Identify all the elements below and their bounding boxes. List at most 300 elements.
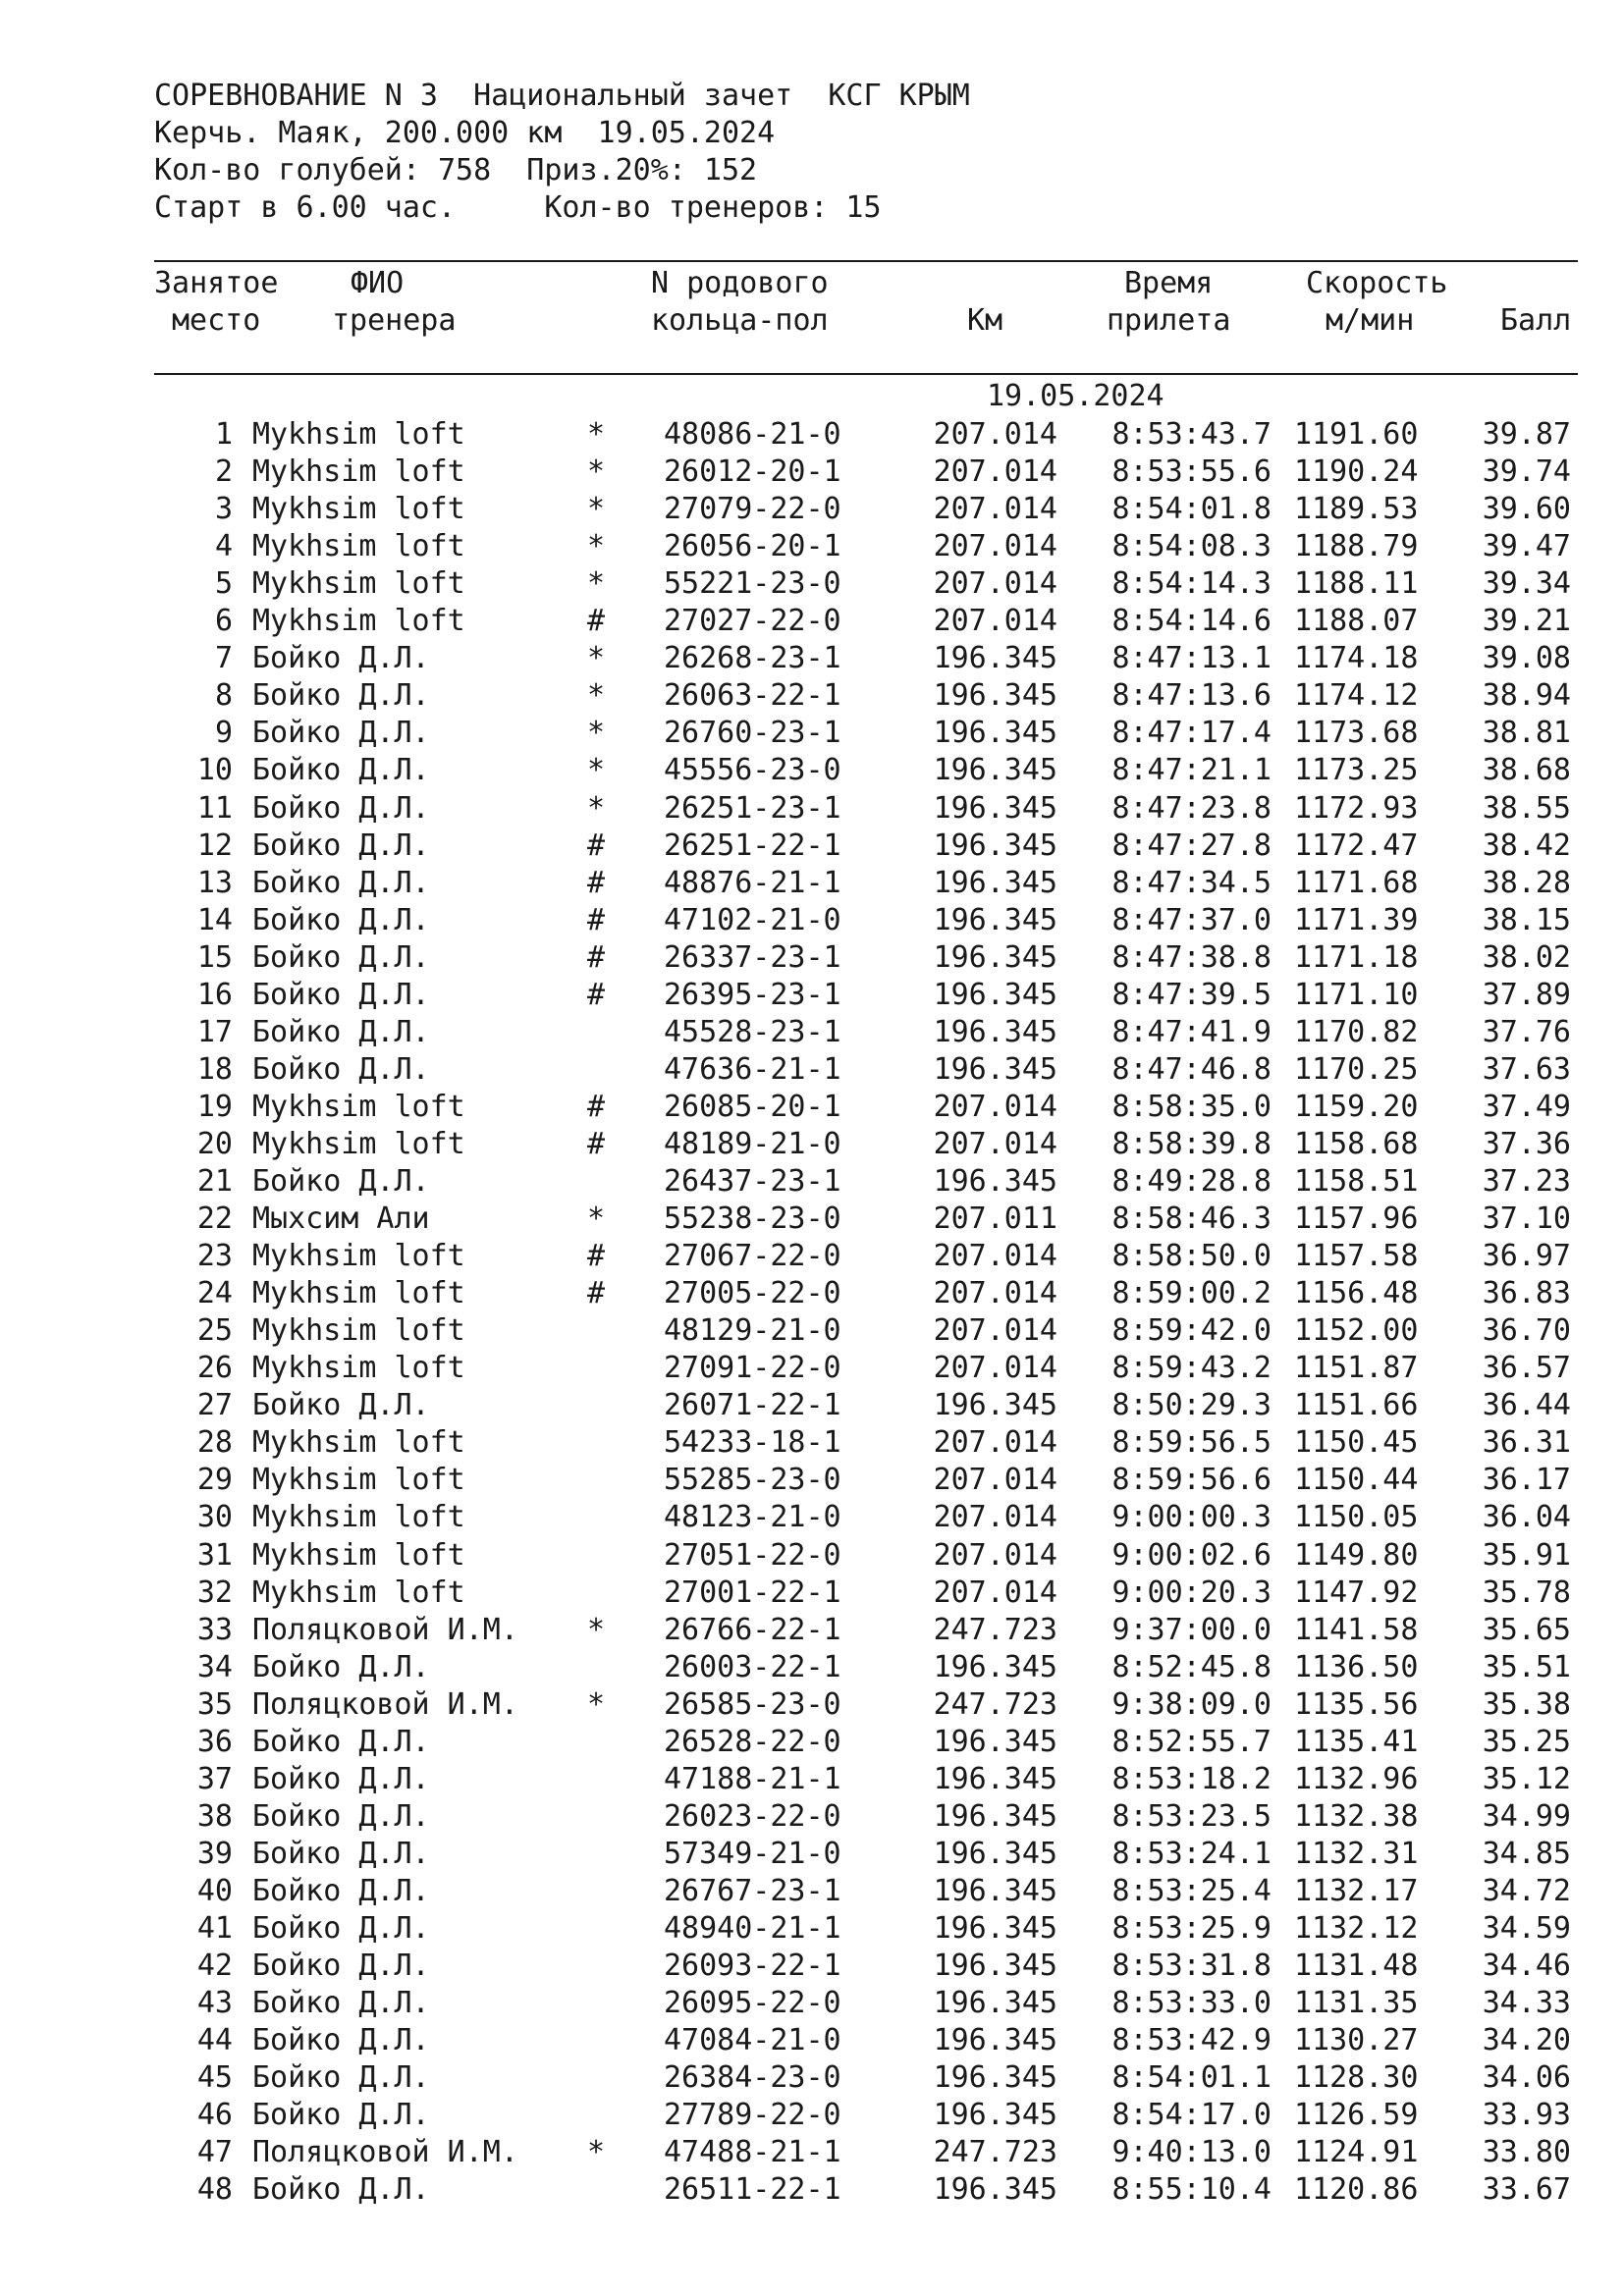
cell-speed: 1150.45: [1294, 1425, 1419, 1461]
cell-name: Бойко Д.Л.: [252, 790, 430, 826]
cell-place: 6: [214, 604, 233, 639]
table-row: [0, 1350, 1624, 1387]
cell-time: 8:58:35.0: [1111, 1089, 1272, 1124]
table-row: [0, 1686, 1624, 1724]
cell-km: 196.345: [933, 716, 1057, 751]
cell-km: 196.345: [933, 1164, 1057, 1199]
cell-speed: 1189.53: [1294, 492, 1419, 527]
col-header-score: Балл: [1500, 303, 1572, 338]
cell-ring: 26095-22-0: [664, 1986, 841, 2021]
cell-speed: 1159.20: [1294, 1089, 1419, 1124]
cell-speed: 1174.18: [1294, 641, 1419, 676]
cell-name: Бойко Д.Л.: [252, 2060, 430, 2096]
cell-time: 8:47:17.4: [1111, 716, 1272, 751]
cell-name: Бойко Д.Л.: [252, 1761, 430, 1796]
cell-speed: 1170.25: [1294, 1051, 1419, 1087]
cell-mark: *: [587, 678, 606, 714]
cell-mark: #: [587, 604, 606, 639]
cell-time: 8:52:45.8: [1111, 1649, 1272, 1684]
cell-time: 8:47:23.8: [1111, 790, 1272, 826]
table-row: [0, 565, 1624, 603]
cell-time: 9:00:02.6: [1111, 1537, 1272, 1573]
col-header-name-2: тренера: [332, 303, 457, 338]
report-title: СОРЕВНОВАНИЕ N 3 Национальный зачет КСГ КРЫМ: [154, 79, 970, 113]
table-row: [0, 528, 1624, 565]
cell-time: 8:53:23.5: [1111, 1798, 1272, 1834]
table-row: [0, 677, 1624, 715]
cell-score: 36.17: [1482, 1463, 1571, 1498]
cell-time: 8:49:28.8: [1111, 1164, 1272, 1199]
cell-speed: 1171.18: [1294, 939, 1419, 975]
table-row: [0, 416, 1624, 454]
cell-time: 8:54:14.3: [1111, 566, 1272, 602]
cell-speed: 1131.48: [1294, 1949, 1419, 1984]
cell-km: 196.345: [933, 641, 1057, 676]
col-header-time-1: Время: [1124, 266, 1214, 300]
cell-ring: 26395-23-1: [664, 977, 841, 1012]
cell-speed: 1135.56: [1294, 1686, 1419, 1722]
cell-km: 196.345: [933, 1986, 1057, 2021]
cell-name: Mykhsim loft: [252, 417, 465, 452]
date-label: 19.05.2024: [987, 379, 1164, 413]
cell-time: 8:54:14.6: [1111, 604, 1272, 639]
cell-name: Поляцковой И.М.: [252, 1612, 518, 1647]
cell-score: 35.78: [1482, 1575, 1571, 1610]
col-header-place-2: место: [172, 303, 261, 338]
cell-name: Бойко Д.Л.: [252, 716, 430, 751]
table-row: [0, 2134, 1624, 2171]
race-info: Керчь. Маяк, 200.000 км 19.05.2024: [154, 116, 776, 150]
cell-name: Mykhsim loft: [252, 566, 465, 602]
cell-name: Бойко Д.Л.: [252, 939, 430, 975]
table-row: [0, 1499, 1624, 1536]
cell-score: 38.02: [1482, 939, 1571, 975]
cell-score: 34.46: [1482, 1949, 1571, 1984]
cell-mark: #: [587, 902, 606, 937]
table-row: [0, 865, 1624, 902]
cell-name: Бойко Д.Л.: [252, 865, 430, 900]
cell-speed: 1147.92: [1294, 1575, 1419, 1610]
cell-ring: 27091-22-0: [664, 1351, 841, 1386]
cell-time: 8:58:50.0: [1111, 1239, 1272, 1274]
cell-mark: #: [587, 939, 606, 975]
cell-mark: *: [587, 1686, 606, 1722]
cell-ring: 27051-22-0: [664, 1537, 841, 1573]
cell-ring: 47084-21-0: [664, 2023, 841, 2058]
cell-name: Поляцковой И.М.: [252, 2135, 518, 2170]
cell-ring: 26071-22-1: [664, 1388, 841, 1423]
cell-score: 39.34: [1482, 566, 1571, 602]
cell-score: 34.06: [1482, 2060, 1571, 2096]
cell-time: 8:59:56.6: [1111, 1463, 1272, 1498]
cell-name: Mykhsim loft: [252, 1313, 465, 1349]
cell-speed: 1151.66: [1294, 1388, 1419, 1423]
table-row: [0, 1836, 1624, 1873]
cell-speed: 1173.25: [1294, 753, 1419, 788]
cell-mark: *: [587, 492, 606, 527]
cell-place: 23: [196, 1239, 233, 1274]
cell-speed: 1188.07: [1294, 604, 1419, 639]
cell-mark: #: [587, 865, 606, 900]
cell-ring: 48129-21-0: [664, 1313, 841, 1349]
cell-speed: 1141.58: [1294, 1612, 1419, 1647]
cell-km: 196.345: [933, 902, 1057, 937]
cell-name: Бойко Д.Л.: [252, 1873, 430, 1908]
cell-km: 207.014: [933, 529, 1057, 564]
cell-time: 8:53:24.1: [1111, 1836, 1272, 1871]
cell-km: 196.345: [933, 2060, 1057, 2096]
table-row: [0, 1312, 1624, 1350]
cell-ring: 26093-22-1: [664, 1949, 841, 1984]
table-row: [0, 1462, 1624, 1499]
cell-place: 47: [196, 2135, 233, 2170]
cell-km: 196.345: [933, 1761, 1057, 1796]
table-row: [0, 640, 1624, 677]
cell-ring: 27067-22-0: [664, 1239, 841, 1274]
cell-name: Бойко Д.Л.: [252, 1051, 430, 1087]
cell-mark: *: [587, 566, 606, 602]
cell-ring: 57349-21-0: [664, 1836, 841, 1871]
table-row: [0, 603, 1624, 640]
cell-place: 12: [196, 828, 233, 863]
table-row: [0, 1724, 1624, 1761]
cell-speed: 1150.05: [1294, 1500, 1419, 1535]
cell-km: 207.014: [933, 1537, 1057, 1573]
cell-km: 196.345: [933, 790, 1057, 826]
cell-ring: 26063-22-1: [664, 678, 841, 714]
cell-name: Бойко Д.Л.: [252, 977, 430, 1012]
cell-ring: 26012-20-1: [664, 454, 841, 490]
cell-km: 196.345: [933, 2172, 1057, 2208]
cell-ring: 26767-23-1: [664, 1873, 841, 1908]
cell-time: 8:47:41.9: [1111, 1014, 1272, 1049]
cell-km: 247.723: [933, 1612, 1057, 1647]
table-row: [0, 2171, 1624, 2209]
cell-score: 39.74: [1482, 454, 1571, 490]
cell-name: Mykhsim loft: [252, 1463, 465, 1498]
cell-mark: *: [587, 753, 606, 788]
cell-score: 37.89: [1482, 977, 1571, 1012]
cell-place: 10: [196, 753, 233, 788]
cell-name: Бойко Д.Л.: [252, 1649, 430, 1684]
cell-km: 196.345: [933, 1873, 1057, 1908]
cell-ring: 26023-22-0: [664, 1798, 841, 1834]
cell-name: Бойко Д.Л.: [252, 1798, 430, 1834]
table-row: [0, 1910, 1624, 1948]
cell-score: 38.81: [1482, 716, 1571, 751]
cell-place: 19: [196, 1089, 233, 1124]
cell-speed: 1188.79: [1294, 529, 1419, 564]
cell-place: 26: [196, 1351, 233, 1386]
cell-place: 4: [214, 529, 233, 564]
cell-speed: 1171.39: [1294, 902, 1419, 937]
cell-speed: 1156.48: [1294, 1276, 1419, 1311]
table-row: [0, 790, 1624, 828]
table-row: [0, 1089, 1624, 1126]
cell-place: 29: [196, 1463, 233, 1498]
cell-speed: 1132.96: [1294, 1761, 1419, 1796]
cell-ring: 26003-22-1: [664, 1649, 841, 1684]
cell-km: 207.014: [933, 1425, 1057, 1461]
cell-km: 207.011: [933, 1201, 1057, 1237]
cell-time: 9:00:00.3: [1111, 1500, 1272, 1535]
cell-km: 207.014: [933, 1351, 1057, 1386]
cell-ring: 55221-23-0: [664, 566, 841, 602]
cell-mark: #: [587, 1089, 606, 1124]
col-header-speed-2: м/мин: [1326, 303, 1415, 338]
cell-score: 37.63: [1482, 1051, 1571, 1087]
cell-mark: *: [587, 716, 606, 751]
cell-speed: 1149.80: [1294, 1537, 1419, 1573]
cell-time: 8:47:38.8: [1111, 939, 1272, 975]
cell-place: 5: [214, 566, 233, 602]
cell-km: 207.014: [933, 454, 1057, 490]
table-row: [0, 2059, 1624, 2097]
table-row: [0, 902, 1624, 939]
cell-place: 3: [214, 492, 233, 527]
cell-name: Бойко Д.Л.: [252, 1014, 430, 1049]
cell-time: 8:47:37.0: [1111, 902, 1272, 937]
cell-time: 8:58:39.8: [1111, 1126, 1272, 1161]
cell-place: 34: [196, 1649, 233, 1684]
cell-time: 9:37:00.0: [1111, 1612, 1272, 1647]
cell-name: Mykhsim loft: [252, 529, 465, 564]
cell-time: 8:59:56.5: [1111, 1425, 1272, 1461]
cell-time: 8:54:01.8: [1111, 492, 1272, 527]
table-row: [0, 454, 1624, 491]
cell-ring: 26760-23-1: [664, 716, 841, 751]
table-row: [0, 1014, 1624, 1051]
cell-name: Бойко Д.Л.: [252, 1836, 430, 1871]
cell-km: 196.345: [933, 1014, 1057, 1049]
cell-time: 8:59:00.2: [1111, 1276, 1272, 1311]
table-row: [0, 1612, 1624, 1649]
cell-speed: 1158.51: [1294, 1164, 1419, 1199]
cell-score: 37.36: [1482, 1126, 1571, 1161]
table-row: [0, 1424, 1624, 1462]
cell-km: 196.345: [933, 1388, 1057, 1423]
table-row: [0, 1948, 1624, 1985]
table-row: [0, 1649, 1624, 1686]
cell-score: 36.04: [1482, 1500, 1571, 1535]
cell-score: 35.65: [1482, 1612, 1571, 1647]
cell-ring: 45528-23-1: [664, 1014, 841, 1049]
cell-place: 32: [196, 1575, 233, 1610]
cell-place: 24: [196, 1276, 233, 1311]
cell-score: 35.25: [1482, 1724, 1571, 1759]
top-divider: [154, 260, 1578, 262]
cell-km: 207.014: [933, 1126, 1057, 1161]
cell-time: 8:54:01.1: [1111, 2060, 1272, 2096]
cell-ring: 27079-22-0: [664, 492, 841, 527]
cell-km: 196.345: [933, 1836, 1057, 1871]
cell-km: 207.014: [933, 1575, 1057, 1610]
cell-score: 36.83: [1482, 1276, 1571, 1311]
table-row: [0, 1537, 1624, 1575]
cell-score: 36.70: [1482, 1313, 1571, 1349]
cell-speed: 1170.82: [1294, 1014, 1419, 1049]
table-row: [0, 2022, 1624, 2059]
cell-name: Mykhsim loft: [252, 1089, 465, 1124]
cell-place: 11: [196, 790, 233, 826]
cell-mark: #: [587, 1276, 606, 1311]
pigeon-count: Кол-во голубей: 758 Приз.20%: 152: [154, 153, 758, 187]
cell-score: 34.72: [1482, 1873, 1571, 1908]
table-row: [0, 1238, 1624, 1275]
cell-speed: 1120.86: [1294, 2172, 1419, 2208]
cell-time: 8:53:25.9: [1111, 1911, 1272, 1946]
cell-speed: 1132.31: [1294, 1836, 1419, 1871]
cell-score: 36.31: [1482, 1425, 1571, 1461]
cell-score: 37.23: [1482, 1164, 1571, 1199]
cell-time: 8:53:55.6: [1111, 454, 1272, 490]
cell-km: 196.345: [933, 2098, 1057, 2133]
cell-score: 33.67: [1482, 2172, 1571, 2208]
cell-place: 8: [214, 678, 233, 714]
cell-score: 33.80: [1482, 2135, 1571, 2170]
cell-time: 8:54:17.0: [1111, 2098, 1272, 2133]
cell-score: 36.97: [1482, 1239, 1571, 1274]
cell-km: 207.014: [933, 417, 1057, 452]
col-header-ring-1: N родового: [651, 266, 829, 300]
cell-mark: #: [587, 977, 606, 1012]
cell-mark: *: [587, 417, 606, 452]
cell-km: 207.014: [933, 1500, 1057, 1535]
cell-place: 43: [196, 1986, 233, 2021]
cell-km: 207.014: [933, 566, 1057, 602]
cell-speed: 1151.87: [1294, 1351, 1419, 1386]
cell-name: Mykhsim loft: [252, 1425, 465, 1461]
cell-place: 30: [196, 1500, 233, 1535]
cell-speed: 1190.24: [1294, 454, 1419, 490]
cell-km: 196.345: [933, 678, 1057, 714]
cell-place: 44: [196, 2023, 233, 2058]
cell-name: Бойко Д.Л.: [252, 1164, 430, 1199]
table-row: [0, 828, 1624, 865]
table-row: [0, 1575, 1624, 1612]
cell-km: 247.723: [933, 2135, 1057, 2170]
cell-place: 41: [196, 1911, 233, 1946]
cell-ring: 26056-20-1: [664, 529, 841, 564]
cell-mark: #: [587, 1239, 606, 1274]
cell-time: 8:55:10.4: [1111, 2172, 1272, 2208]
cell-time: 8:47:13.6: [1111, 678, 1272, 714]
cell-km: 207.014: [933, 1276, 1057, 1311]
cell-ring: 47488-21-1: [664, 2135, 841, 2170]
cell-speed: 1172.47: [1294, 828, 1419, 863]
cell-km: 207.014: [933, 1239, 1057, 1274]
cell-time: 8:59:42.0: [1111, 1313, 1272, 1349]
cell-speed: 1136.50: [1294, 1649, 1419, 1684]
header-divider: [154, 373, 1578, 375]
cell-mark: #: [587, 828, 606, 863]
cell-score: 38.15: [1482, 902, 1571, 937]
cell-place: 18: [196, 1051, 233, 1087]
cell-ring: 27789-22-0: [664, 2098, 841, 2133]
cell-place: 15: [196, 939, 233, 975]
cell-time: 8:47:13.1: [1111, 641, 1272, 676]
cell-score: 39.08: [1482, 641, 1571, 676]
cell-ring: 45556-23-0: [664, 753, 841, 788]
cell-score: 38.55: [1482, 790, 1571, 826]
cell-km: 196.345: [933, 865, 1057, 900]
cell-ring: 48086-21-0: [664, 417, 841, 452]
cell-score: 33.93: [1482, 2098, 1571, 2133]
table-row: [0, 752, 1624, 789]
cell-time: 8:53:42.9: [1111, 2023, 1272, 2058]
cell-name: Бойко Д.Л.: [252, 2172, 430, 2208]
cell-place: 33: [196, 1612, 233, 1647]
cell-place: 36: [196, 1724, 233, 1759]
cell-place: 20: [196, 1126, 233, 1161]
table-row: [0, 1873, 1624, 1910]
table-row: [0, 1275, 1624, 1312]
cell-ring: 48876-21-1: [664, 865, 841, 900]
cell-place: 1: [214, 417, 233, 452]
table-row: [0, 1126, 1624, 1163]
cell-speed: 1188.11: [1294, 566, 1419, 602]
cell-time: 8:59:43.2: [1111, 1351, 1272, 1386]
cell-place: 21: [196, 1164, 233, 1199]
cell-speed: 1171.68: [1294, 865, 1419, 900]
cell-km: 196.345: [933, 828, 1057, 863]
cell-mark: *: [587, 1612, 606, 1647]
cell-score: 39.60: [1482, 492, 1571, 527]
col-header-speed-1: Скорость: [1306, 266, 1448, 300]
cell-ring: 55285-23-0: [664, 1463, 841, 1498]
cell-mark: #: [587, 1126, 606, 1161]
cell-name: Бойко Д.Л.: [252, 1949, 430, 1984]
cell-time: 9:38:09.0: [1111, 1686, 1272, 1722]
cell-km: 196.345: [933, 939, 1057, 975]
cell-ring: 26766-22-1: [664, 1612, 841, 1647]
cell-place: 48: [196, 2172, 233, 2208]
cell-place: 9: [214, 716, 233, 751]
cell-speed: 1126.59: [1294, 2098, 1419, 2133]
cell-place: 14: [196, 902, 233, 937]
cell-place: 25: [196, 1313, 233, 1349]
cell-time: 8:53:43.7: [1111, 417, 1272, 452]
cell-place: 45: [196, 2060, 233, 2096]
cell-name: Бойко Д.Л.: [252, 2098, 430, 2133]
cell-time: 9:00:20.3: [1111, 1575, 1272, 1610]
cell-ring: 55238-23-0: [664, 1201, 841, 1237]
cell-mark: *: [587, 2135, 606, 2170]
cell-name: Mykhsim loft: [252, 492, 465, 527]
cell-speed: 1157.58: [1294, 1239, 1419, 1274]
cell-ring: 47636-21-1: [664, 1051, 841, 1087]
cell-ring: 26437-23-1: [664, 1164, 841, 1199]
table-row: [0, 1051, 1624, 1089]
cell-speed: 1152.00: [1294, 1313, 1419, 1349]
cell-speed: 1124.91: [1294, 2135, 1419, 2170]
cell-score: 34.33: [1482, 1986, 1571, 2021]
cell-time: 9:40:13.0: [1111, 2135, 1272, 2170]
cell-name: Бойко Д.Л.: [252, 828, 430, 863]
cell-speed: 1132.17: [1294, 1873, 1419, 1908]
cell-place: 42: [196, 1949, 233, 1984]
cell-ring: 26085-20-1: [664, 1089, 841, 1124]
cell-time: 8:47:39.5: [1111, 977, 1272, 1012]
cell-name: Бойко Д.Л.: [252, 1724, 430, 1759]
cell-score: 34.99: [1482, 1798, 1571, 1834]
cell-ring: 26337-23-1: [664, 939, 841, 975]
table-row: [0, 1985, 1624, 2022]
cell-name: Бойко Д.Л.: [252, 678, 430, 714]
cell-place: 17: [196, 1014, 233, 1049]
cell-score: 37.76: [1482, 1014, 1571, 1049]
cell-place: 7: [214, 641, 233, 676]
